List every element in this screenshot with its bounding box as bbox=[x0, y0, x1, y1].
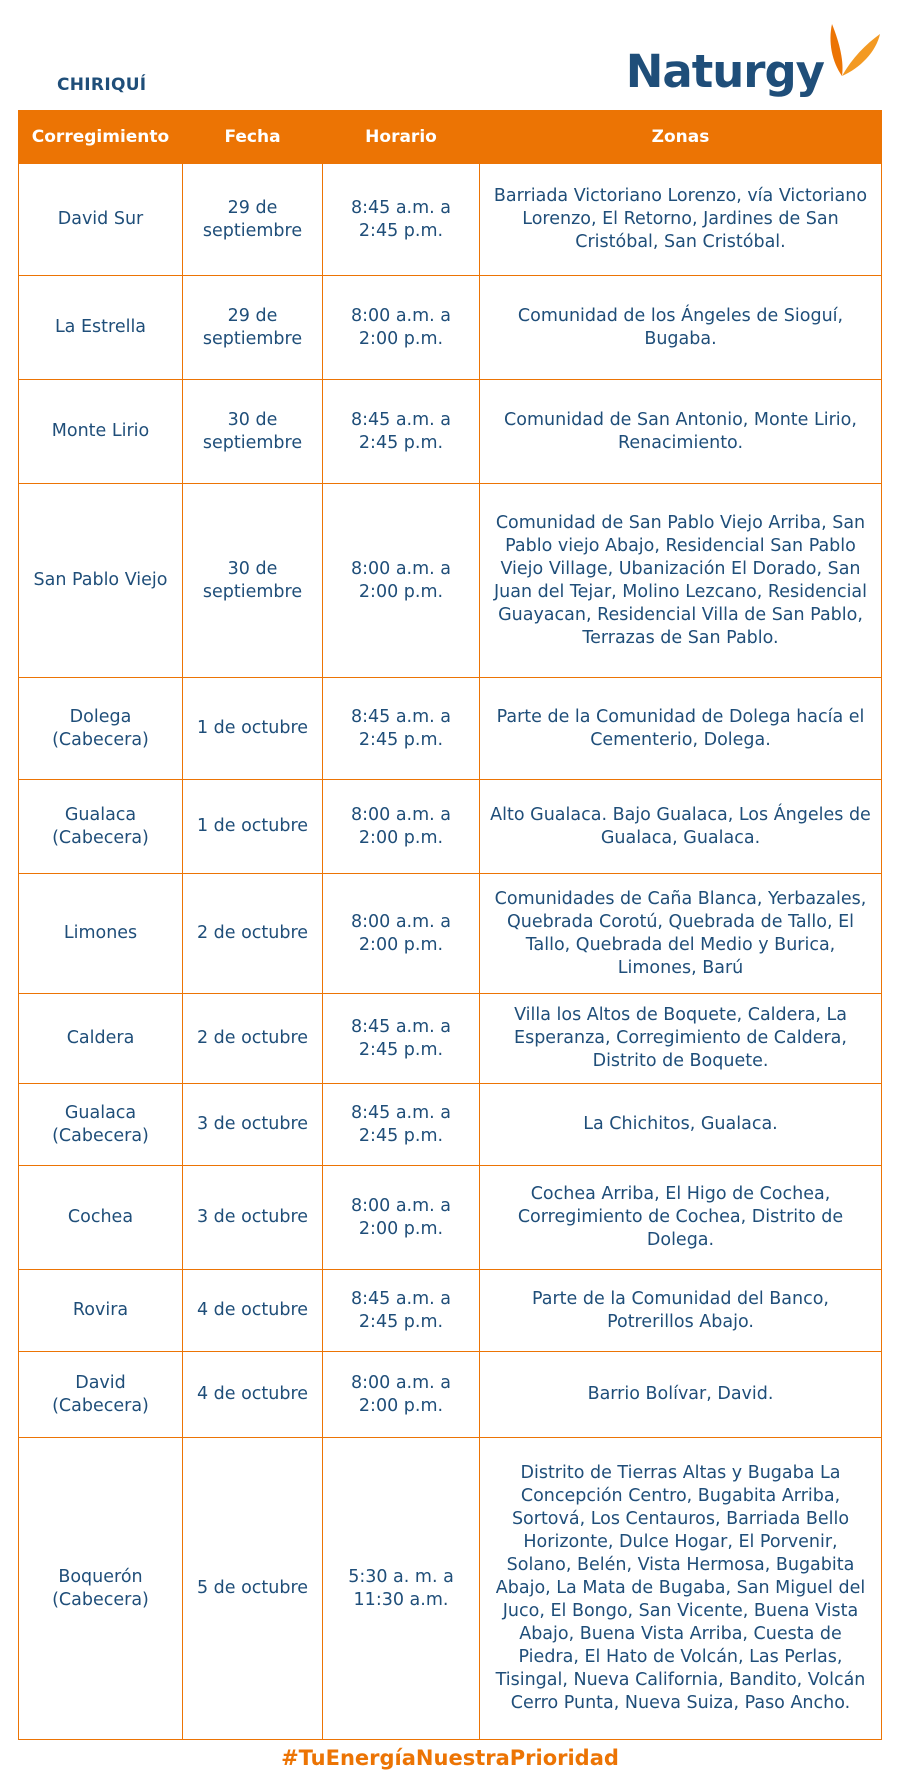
column-header-corregimiento: Corregimiento bbox=[19, 111, 183, 164]
column-header-fecha: Fecha bbox=[183, 111, 323, 164]
cell-fecha: 5 de octubre bbox=[183, 1438, 323, 1740]
cell-fecha: 4 de octubre bbox=[183, 1352, 323, 1438]
cell-corregimiento: David (Cabecera) bbox=[19, 1352, 183, 1438]
cell-zonas: Parte de la Comunidad del Banco, Potrerillos Abajo. bbox=[480, 1270, 882, 1352]
cell-fecha: 29 de septiembre bbox=[183, 164, 323, 276]
cell-horario: 8:00 a.m. a 2:00 p.m. bbox=[323, 1352, 480, 1438]
column-header-zonas: Zonas bbox=[480, 111, 882, 164]
table-row bbox=[19, 1438, 882, 1740]
cell-zonas: Comunidades de Caña Blanca, Yerbazales, Quebrada Corotú, Quebrada de Tallo, El Tallo, Quebrada del Medio y Burica, Limones, Barú bbox=[480, 874, 882, 994]
cell-zonas: Cochea Arriba, El Higo de Cochea, Corregimiento de Cochea, Distrito de Dolega. bbox=[480, 1166, 882, 1270]
cell-horario: 8:00 a.m. a 2:00 p.m. bbox=[323, 276, 480, 380]
table-row bbox=[19, 994, 882, 1084]
cell-corregimiento: Cochea bbox=[19, 1166, 183, 1270]
cell-zonas: Villa los Altos de Boquete, Caldera, La Esperanza, Corregimiento de Caldera, Distrito de Boquete. bbox=[480, 994, 882, 1084]
cell-horario: 8:00 a.m. a 2:00 p.m. bbox=[323, 874, 480, 994]
cell-horario: 5:30 a. m. a 11:30 a.m. bbox=[323, 1438, 480, 1740]
table-row bbox=[19, 276, 882, 380]
cell-horario: 8:45 a.m. a 2:45 p.m. bbox=[323, 380, 480, 484]
region-title: CHIRIQUÍ bbox=[57, 75, 147, 95]
table-row bbox=[19, 1166, 882, 1270]
cell-corregimiento: San Pablo Viejo bbox=[19, 484, 183, 678]
cell-fecha: 29 de septiembre bbox=[183, 276, 323, 380]
cell-corregimiento: Caldera bbox=[19, 994, 183, 1084]
brand-logo bbox=[625, 22, 882, 98]
cell-zonas: Comunidad de San Antonio, Monte Lirio, Renacimiento. bbox=[480, 380, 882, 484]
table-row bbox=[19, 1352, 882, 1438]
page-header bbox=[0, 0, 900, 110]
table-header-row bbox=[19, 111, 882, 164]
cell-fecha: 3 de octubre bbox=[183, 1166, 323, 1270]
table-row bbox=[19, 780, 882, 874]
cell-zonas: Barriada Victoriano Lorenzo, vía Victoriano Lorenzo, El Retorno, Jardines de San Cristóbal, San Cristóbal. bbox=[480, 164, 882, 276]
cell-corregimiento: La Estrella bbox=[19, 276, 183, 380]
cell-fecha: 2 de octubre bbox=[183, 874, 323, 994]
cell-horario: 8:45 a.m. a 2:45 p.m. bbox=[323, 1270, 480, 1352]
cell-horario: 8:45 a.m. a 2:45 p.m. bbox=[323, 678, 480, 780]
schedule-table bbox=[18, 110, 882, 1740]
table-row bbox=[19, 380, 882, 484]
cell-horario: 8:00 a.m. a 2:00 p.m. bbox=[323, 1166, 480, 1270]
cell-corregimiento: Boquerón (Cabecera) bbox=[19, 1438, 183, 1740]
cell-zonas: Comunidad de los Ángeles de Sioguí, Bugaba. bbox=[480, 276, 882, 380]
butterfly-logo-icon bbox=[826, 22, 882, 80]
cell-corregimiento: Monte Lirio bbox=[19, 380, 183, 484]
table-row bbox=[19, 678, 882, 780]
logo-text: Naturgy bbox=[625, 45, 824, 98]
cell-zonas: Parte de la Comunidad de Dolega hacía el Cementerio, Dolega. bbox=[480, 678, 882, 780]
cell-zonas: Distrito de Tierras Altas y Bugaba La Concepción Centro, Bugabita Arriba, Sortová, Los Centauros, Barriada Bello Horizonte, Dulce Hogar, El Porvenir, Solano, Belén, Vista Hermosa, Bugabita Abajo, La Mata de Bugaba, San Miguel del Juco, El Bongo, San Vicente, Buena Vista Abajo, Buena Vista Arriba, Cuesta de Piedra, El Hato de Volcán, Las Perlas, Tisingal, Nueva California, Bandito, Volcán Cerro Punta, Nueva Suiza, Paso Ancho. bbox=[480, 1438, 882, 1740]
table-row bbox=[19, 874, 882, 994]
cell-horario: 8:45 a.m. a 2:45 p.m. bbox=[323, 1084, 480, 1166]
cell-fecha: 30 de septiembre bbox=[183, 380, 323, 484]
cell-zonas: Barrio Bolívar, David. bbox=[480, 1352, 882, 1438]
cell-zonas: Comunidad de San Pablo Viejo Arriba, San Pablo viejo Abajo, Residencial San Pablo Viejo Village, Ubanización El Dorado, San Juan del Tejar, Molino Lezcano, Residencial Guayacan, Residencial Villa de San Pablo, Terrazas de San Pablo. bbox=[480, 484, 882, 678]
cell-corregimiento: Rovira bbox=[19, 1270, 183, 1352]
cell-horario: 8:00 a.m. a 2:00 p.m. bbox=[323, 484, 480, 678]
cell-horario: 8:45 a.m. a 2:45 p.m. bbox=[323, 994, 480, 1084]
cell-fecha: 2 de octubre bbox=[183, 994, 323, 1084]
footer-hashtag: #TuEnergíaNuestraPrioridad bbox=[281, 1746, 619, 1770]
table-row bbox=[19, 1084, 882, 1166]
cell-fecha: 3 de octubre bbox=[183, 1084, 323, 1166]
cell-horario: 8:00 a.m. a 2:00 p.m. bbox=[323, 780, 480, 874]
cell-fecha: 1 de octubre bbox=[183, 780, 323, 874]
cell-corregimiento: Gualaca (Cabecera) bbox=[19, 1084, 183, 1166]
cell-fecha: 4 de octubre bbox=[183, 1270, 323, 1352]
cell-zonas: La Chichitos, Gualaca. bbox=[480, 1084, 882, 1166]
cell-corregimiento: Gualaca (Cabecera) bbox=[19, 780, 183, 874]
cell-horario: 8:45 a.m. a 2:45 p.m. bbox=[323, 164, 480, 276]
table-row bbox=[19, 484, 882, 678]
table-row bbox=[19, 1270, 882, 1352]
column-header-horario: Horario bbox=[323, 111, 480, 164]
cell-fecha: 30 de septiembre bbox=[183, 484, 323, 678]
cell-corregimiento: Limones bbox=[19, 874, 183, 994]
cell-fecha: 1 de octubre bbox=[183, 678, 323, 780]
cell-corregimiento: David Sur bbox=[19, 164, 183, 276]
table-row bbox=[19, 164, 882, 276]
cell-corregimiento: Dolega (Cabecera) bbox=[19, 678, 183, 780]
cell-zonas: Alto Gualaca. Bajo Gualaca, Los Ángeles de Gualaca, Gualaca. bbox=[480, 780, 882, 874]
